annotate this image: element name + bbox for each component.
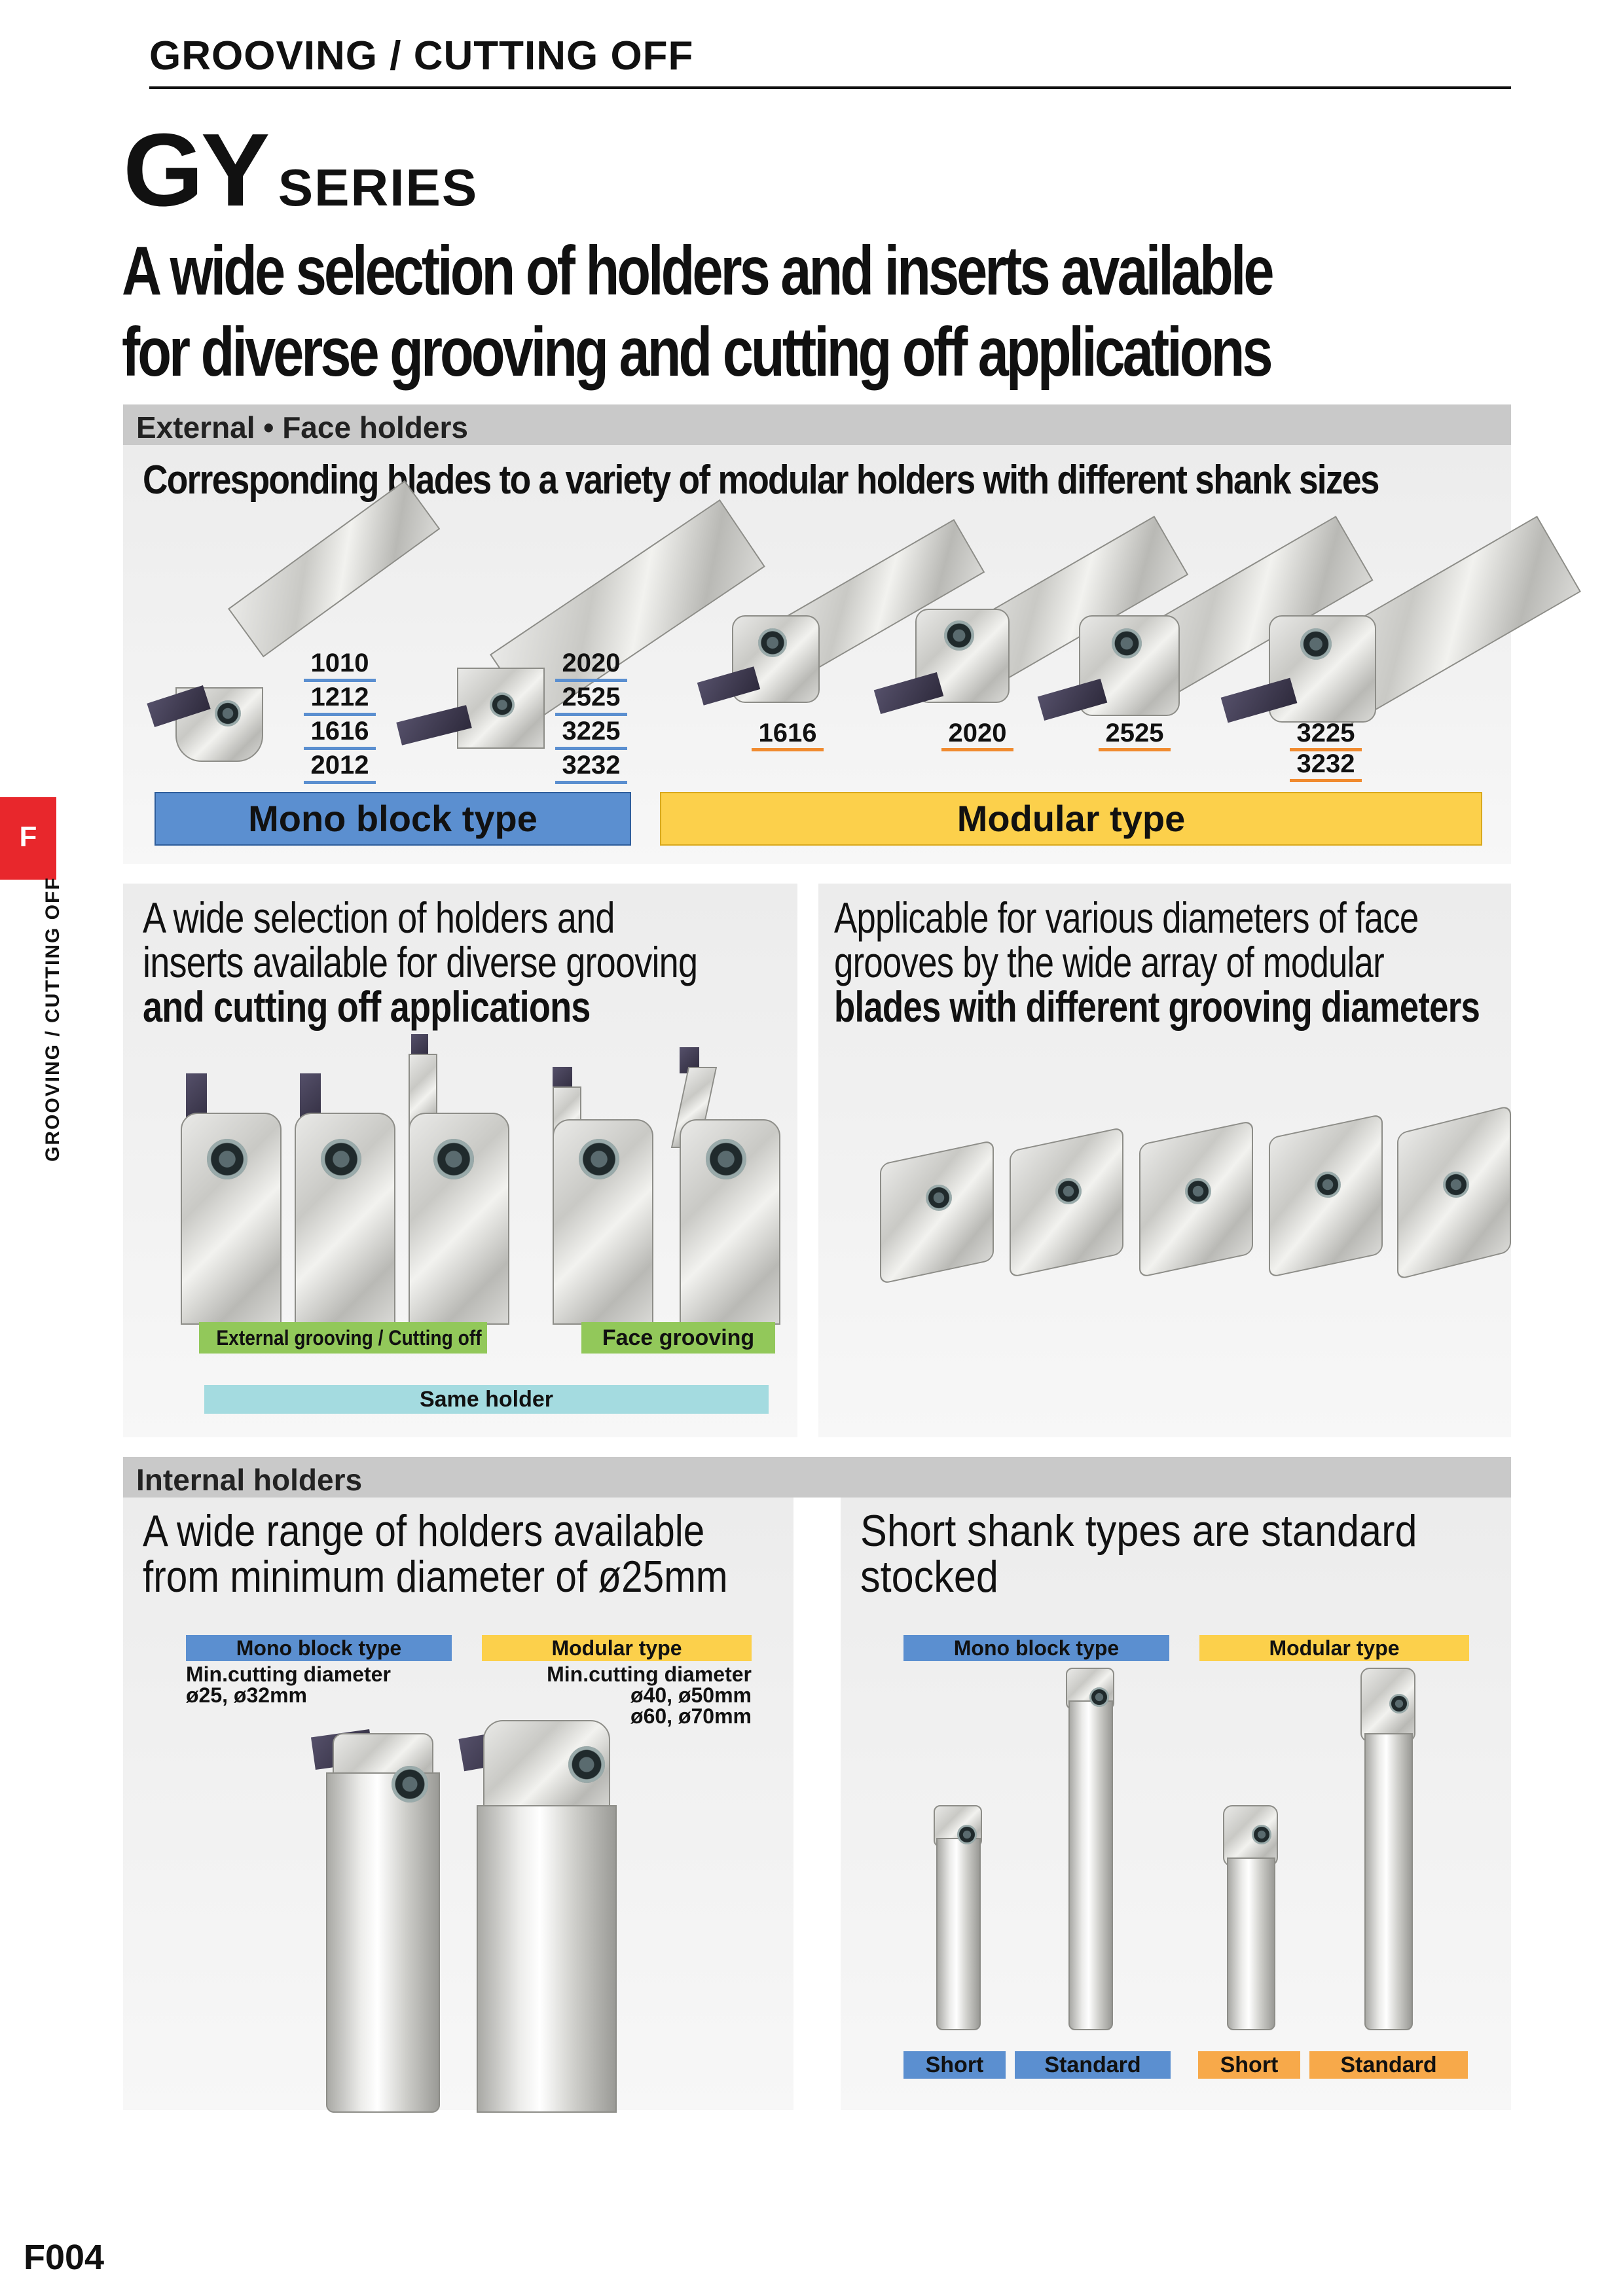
- panel-selection-text: [143, 895, 697, 1029]
- internal-section-label: Internal holders: [136, 1463, 363, 1497]
- panel-selection-line-3: and cutting off applications: [143, 982, 591, 1031]
- brand-title: [123, 111, 479, 228]
- modular-blade-2: [1010, 1113, 1121, 1276]
- tag-mono-block-type-label: Mono block type: [236, 1636, 402, 1660]
- modular-size-3232: 3232: [1290, 749, 1362, 782]
- modular-size-2020: 2020: [941, 719, 1013, 751]
- tag-same-holder-label: Same holder: [419, 1387, 554, 1412]
- tag-modular-standard-label: Standard: [1340, 2053, 1437, 2077]
- modular-blade-1: [880, 1126, 991, 1276]
- modular-short-bar: [1220, 1805, 1279, 2028]
- size-label: 3232: [555, 750, 627, 784]
- panel-short-shank: [841, 1498, 1511, 2110]
- modular-standard-bar: [1358, 1668, 1417, 2028]
- tag-mono-block-type-right: [903, 1635, 1169, 1661]
- headline: [122, 230, 1272, 393]
- mod-min-cutting-label: Min.cutting diameter: [547, 1662, 752, 1686]
- mono-standard-bar: [1063, 1668, 1116, 2028]
- panel-short-shank-text: [860, 1508, 1417, 1600]
- brand-gy: GY: [123, 113, 268, 228]
- tag-external-grooving: [199, 1322, 487, 1354]
- panel-internal-range-text: [143, 1508, 728, 1600]
- panel-diameters-line-3: blades with different grooving diameters: [834, 982, 1480, 1031]
- internal-range-line-2: from minimum diameter of ø25mm: [143, 1552, 728, 1602]
- brand-series: SERIES: [278, 158, 479, 217]
- modular-size-3225: 3225: [1290, 719, 1362, 751]
- mono-min-cutting: [186, 1664, 391, 1706]
- mono-min-cutting-value: ø25, ø32mm: [186, 1683, 307, 1707]
- short-shank-line-2: stocked: [860, 1552, 998, 1602]
- modular-blade-5: [1397, 1093, 1508, 1276]
- panel-selection: [123, 884, 797, 1437]
- tag-modular-standard: [1309, 2051, 1468, 2079]
- panel-internal-range: [123, 1498, 793, 2110]
- tag-external-grooving-label: External grooving / Cutting off: [216, 1326, 482, 1350]
- blade-1: [181, 1073, 279, 1322]
- short-shank-line-1: Short shank types are standard: [860, 1506, 1417, 1556]
- panel-selection-line-1: A wide selection of holders and: [143, 893, 615, 942]
- mono-size-list-b: [555, 648, 627, 784]
- blade-4: [553, 1067, 651, 1322]
- blade-5: [680, 1047, 778, 1322]
- panel-diameters-text: [834, 895, 1480, 1029]
- internal-modular-bar: [470, 1707, 614, 2110]
- mono-block-type-bar: [155, 792, 631, 846]
- tag-mono-short: [903, 2051, 1006, 2079]
- tag-modular-type-label: Modular type: [551, 1636, 682, 1660]
- internal-range-line-1: A wide range of holders available: [143, 1506, 705, 1556]
- panel-diameters-line-2: grooves by the wide array of modular: [834, 938, 1384, 986]
- tag-mono-block-type: [186, 1635, 452, 1661]
- size-label: 2012: [304, 750, 376, 784]
- category-header: [149, 31, 1511, 89]
- category-title: GROOVING / CUTTING OFF: [149, 33, 694, 79]
- modular-type-bar: [660, 792, 1482, 846]
- size-label: 2525: [555, 682, 627, 716]
- panel-selection-line-2: inserts available for diverse grooving: [143, 938, 698, 986]
- tag-mono-block-type-right-label: Mono block type: [953, 1636, 1120, 1660]
- modular-blade-4: [1269, 1100, 1380, 1276]
- external-section-label: External • Face holders: [136, 410, 468, 444]
- tag-modular-type: [482, 1635, 752, 1661]
- mod-min-cutting-value-1: ø40, ø50mm: [630, 1683, 752, 1707]
- external-subtitle: Corresponding blades to a variety of modular holders with different shank sizes: [143, 457, 1379, 503]
- external-panel: [123, 445, 1511, 864]
- mono-block-type-label: Mono block type: [248, 798, 538, 839]
- internal-mono-bar: [319, 1720, 437, 2110]
- mono-short-bar: [931, 1805, 983, 2028]
- size-label: 1212: [304, 682, 376, 716]
- mono-min-cutting-label: Min.cutting diameter: [186, 1662, 391, 1686]
- side-vertical-text: GROOVING / CUTTING OFF: [42, 876, 64, 1162]
- size-label: 1616: [304, 716, 376, 750]
- tag-mono-short-label: Short: [925, 2053, 984, 2077]
- panel-diameters: [818, 884, 1511, 1437]
- panel-diameters-line-1: Applicable for various diameters of face: [834, 893, 1419, 942]
- tag-mono-standard-label: Standard: [1044, 2053, 1141, 2077]
- tag-modular-short: [1198, 2051, 1300, 2079]
- headline-line-2: for diverse grooving and cutting off applications: [122, 314, 1271, 391]
- external-section-bar: [123, 404, 1511, 445]
- tag-modular-short-label: Short: [1220, 2053, 1279, 2077]
- internal-section-bar: [123, 1457, 1511, 1498]
- tag-mono-standard: [1015, 2051, 1171, 2079]
- tag-same-holder: [204, 1385, 769, 1414]
- blade-3: [409, 1034, 507, 1322]
- modular-holder-3225: [1210, 471, 1498, 753]
- tag-modular-type-right: [1199, 1635, 1469, 1661]
- tag-face-grooving: [581, 1322, 775, 1354]
- side-tab-letter: F: [19, 821, 37, 853]
- page-number: F004: [24, 2238, 105, 2277]
- headline-line-1: A wide selection of holders and inserts available: [122, 232, 1272, 310]
- blade-2: [295, 1073, 393, 1322]
- size-label: 3225: [555, 716, 627, 750]
- size-label: 1010: [304, 648, 376, 682]
- modular-blade-3: [1139, 1106, 1250, 1276]
- mono-size-list-a: [304, 648, 376, 784]
- modular-type-label: Modular type: [957, 798, 1186, 839]
- size-label: 2020: [555, 648, 627, 682]
- mod-min-cutting-value-2: ø60, ø70mm: [630, 1704, 752, 1728]
- tag-modular-type-right-label: Modular type: [1269, 1636, 1400, 1660]
- tag-face-grooving-label: Face grooving: [602, 1325, 755, 1350]
- modular-size-1616: 1616: [752, 719, 824, 751]
- modular-size-2525: 2525: [1099, 719, 1171, 751]
